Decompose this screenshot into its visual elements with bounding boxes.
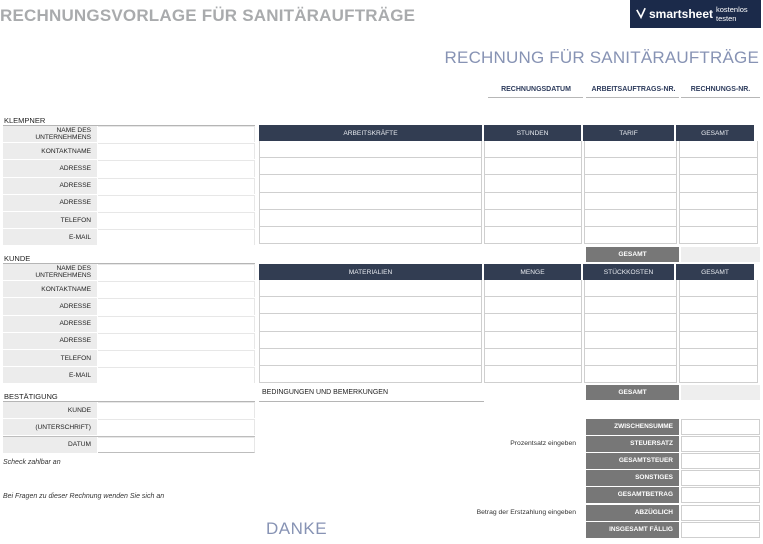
field-label: ADRESSE [3, 195, 98, 211]
table-cell[interactable] [484, 366, 582, 383]
signature-input[interactable] [98, 402, 255, 418]
field-label: TELEFON [3, 350, 98, 366]
table-cell[interactable] [679, 210, 758, 227]
table-cell[interactable] [679, 227, 758, 244]
table-cell[interactable] [679, 314, 758, 331]
table-cell[interactable] [584, 227, 676, 244]
field-label: ADRESSE [3, 316, 98, 332]
table-row [259, 314, 760, 331]
signature-input[interactable] [98, 419, 255, 435]
field-label: KONTAKTNAME [3, 143, 98, 159]
column-header: ARBEITSKRÄFTE [259, 125, 484, 141]
signature-row [3, 402, 255, 419]
field-label: NAME DES UNTERNEHMENS [3, 126, 98, 142]
table-cell[interactable] [259, 175, 482, 192]
labor-table [259, 125, 760, 244]
plumber-section-label: KLEMPNER [4, 116, 46, 125]
grand-total-value[interactable] [681, 487, 760, 503]
customer-email-row [3, 367, 255, 384]
column-header: TARIF [583, 125, 676, 141]
customer-info-table [3, 264, 255, 384]
plumber-address-input[interactable] [98, 178, 255, 194]
customer-contact-row [3, 281, 255, 298]
plumber-info-table [3, 126, 255, 246]
plumber-address-row [3, 178, 255, 195]
customer-address-input[interactable] [98, 333, 255, 349]
table-cell[interactable] [484, 280, 582, 297]
field-label: E-MAIL [3, 229, 98, 245]
column-header: STUNDEN [484, 125, 583, 141]
plumber-email-input[interactable] [98, 229, 255, 245]
table-cell[interactable] [584, 349, 676, 366]
subtotal-label: ZWISCHENSUMME [586, 419, 679, 435]
work-order-number-header: ARBEITSAUFTRAGS-NR. [591, 86, 676, 93]
table-cell[interactable] [679, 349, 758, 366]
table-cell[interactable] [259, 227, 482, 244]
tax-rate-label: STEUERSATZ [586, 436, 679, 452]
customer-phone-input[interactable] [98, 350, 255, 366]
table-cell[interactable] [584, 210, 676, 227]
tax-rate-hint: Prozentsatz eingeben [510, 440, 576, 447]
table-cell[interactable] [584, 193, 676, 210]
table-cell[interactable] [484, 175, 582, 192]
brand-cta: kostenlos testen [716, 5, 748, 23]
confirmation-table [3, 402, 255, 454]
signature-row [3, 419, 255, 436]
confirmation-section-label: BESTÄTIGUNG [4, 392, 58, 401]
table-cell[interactable] [259, 210, 482, 227]
table-cell[interactable] [484, 314, 582, 331]
customer-contact-input[interactable] [98, 281, 255, 297]
brand-name: smartsheet [648, 7, 713, 21]
table-cell[interactable] [484, 193, 582, 210]
grand-total-label: GESAMTBETRAG [586, 487, 679, 503]
table-cell[interactable] [484, 141, 582, 158]
plumber-email-row [3, 229, 255, 246]
field-label: NAME DES UNTERNEHMENS [3, 264, 98, 280]
table-cell[interactable] [259, 141, 482, 158]
customer-email-input[interactable] [98, 367, 255, 383]
field-label: (UNTERSCHRIFT) [3, 419, 98, 435]
labor-header-row [259, 125, 760, 141]
column-header: GESAMT [676, 125, 756, 141]
plumber-phone-input[interactable] [98, 212, 255, 228]
table-cell[interactable] [484, 210, 582, 227]
page-title: RECHNUNGSVORLAGE FÜR SANITÄRAUFTRÄGE [0, 6, 416, 25]
invoice-number-header: RECHNUNGS-NR. [690, 86, 751, 93]
field-label: ADRESSE [3, 160, 98, 176]
other-value[interactable] [681, 470, 760, 486]
field-label: ADRESSE [3, 298, 98, 314]
table-cell[interactable] [584, 314, 676, 331]
work-order-number-field[interactable] [586, 97, 679, 98]
table-cell[interactable] [679, 332, 758, 349]
table-cell[interactable] [259, 280, 482, 297]
date-row [3, 436, 255, 453]
column-header: MATERIALIEN [259, 264, 484, 280]
table-cell[interactable] [484, 227, 582, 244]
customer-phone-row [3, 350, 255, 367]
table-cell[interactable] [679, 193, 758, 210]
customer-section-label: KUNDE [4, 254, 31, 263]
plumber-contact-row [3, 143, 255, 160]
table-cell[interactable] [584, 366, 676, 383]
table-row [259, 332, 760, 349]
plumber-address-row [3, 160, 255, 177]
customer-address-row [3, 316, 255, 333]
table-cell[interactable] [259, 314, 482, 331]
invoice-date-field[interactable] [488, 97, 583, 98]
table-cell[interactable] [584, 297, 676, 314]
column-header: GESAMT [676, 264, 756, 280]
table-cell[interactable] [484, 332, 582, 349]
total-tax-value[interactable] [681, 453, 760, 469]
questions-note: Bei Fragen zu dieser Rechnung wenden Sie sich an [3, 493, 165, 500]
table-cell[interactable] [259, 332, 482, 349]
table-cell[interactable] [679, 366, 758, 383]
plumber-phone-row [3, 212, 255, 229]
invoice-title: RECHNUNG FÜR SANITÄRAUFTRÄGE [444, 48, 759, 67]
table-row [259, 141, 760, 158]
field-label: KONTAKTNAME [3, 281, 98, 297]
field-label: E-MAIL [3, 367, 98, 383]
customer-address-row [3, 298, 255, 315]
table-row [259, 280, 760, 297]
customer-address-row [3, 333, 255, 350]
table-row [259, 349, 760, 366]
customer-company-row [3, 264, 255, 281]
total-tax-label: GESAMTSTEUER [586, 453, 679, 469]
table-cell[interactable] [484, 297, 582, 314]
deduction-label: ABZÜGLICH [586, 505, 679, 521]
terms-label: BEDINGUNGEN UND BEMERKUNGEN [262, 389, 389, 396]
plumber-company-row [3, 126, 255, 143]
table-row [259, 366, 760, 383]
plumber-contact-input[interactable] [98, 143, 255, 159]
table-row [259, 227, 760, 244]
smartsheet-banner[interactable] [630, 0, 761, 28]
table-row [259, 158, 760, 175]
table-cell[interactable] [484, 158, 582, 175]
table-row [259, 297, 760, 314]
table-cell[interactable] [484, 349, 582, 366]
table-cell[interactable] [679, 297, 758, 314]
table-cell[interactable] [679, 141, 758, 158]
table-cell[interactable] [679, 280, 758, 297]
table-cell[interactable] [584, 158, 676, 175]
smartsheet-logo-icon [636, 7, 646, 21]
total-due-label: INSGESAMT FÄLLIG [586, 522, 679, 538]
materials-header-row [259, 264, 760, 280]
table-cell[interactable] [679, 158, 758, 175]
table-cell[interactable] [259, 297, 482, 314]
total-due-value[interactable] [681, 522, 760, 538]
field-label: TELEFON [3, 212, 98, 228]
check-payable-note: Scheck zahlbar an [3, 459, 61, 466]
tax-rate-value[interactable] [681, 436, 760, 452]
materials-total-value[interactable] [681, 385, 760, 400]
materials-table [259, 264, 760, 383]
divider [259, 401, 484, 402]
table-cell[interactable] [584, 141, 676, 158]
plumber-address-input[interactable] [98, 160, 255, 176]
plumber-address-row [3, 195, 255, 212]
table-cell[interactable] [584, 280, 676, 297]
table-cell[interactable] [259, 158, 482, 175]
table-row [259, 175, 760, 192]
field-label: ADRESSE [3, 178, 98, 194]
customer-address-input[interactable] [98, 316, 255, 332]
invoice-date-header: RECHNUNGSDATUM [501, 86, 571, 93]
table-cell[interactable] [259, 349, 482, 366]
table-cell[interactable] [584, 332, 676, 349]
subtotal-value[interactable] [681, 419, 760, 435]
materials-total-label: GESAMT [586, 385, 679, 400]
invoice-number-field[interactable] [681, 97, 760, 98]
table-cell[interactable] [259, 193, 482, 210]
table-row [259, 193, 760, 210]
table-cell[interactable] [584, 175, 676, 192]
field-label: KUNDE [3, 402, 98, 418]
table-row [259, 210, 760, 227]
thanks-text: DANKE [266, 519, 328, 538]
plumber-address-input[interactable] [98, 195, 255, 211]
other-label: SONSTIGES [586, 470, 679, 486]
customer-address-input[interactable] [98, 298, 255, 314]
table-cell[interactable] [259, 366, 482, 383]
labor-total-value[interactable] [681, 247, 760, 262]
column-header: MENGE [484, 264, 583, 280]
customer-company-input[interactable] [98, 264, 255, 280]
date-input[interactable] [98, 437, 255, 452]
field-label: DATUM [3, 437, 98, 452]
table-cell[interactable] [679, 175, 758, 192]
deduction-value[interactable] [681, 505, 760, 521]
labor-total-label: GESAMT [586, 247, 679, 262]
field-label: ADRESSE [3, 333, 98, 349]
deposit-hint: Betrag der Erstzahlung eingeben [476, 509, 576, 516]
plumber-company-input[interactable] [98, 126, 255, 142]
column-header: STÜCKKOSTEN [583, 264, 676, 280]
